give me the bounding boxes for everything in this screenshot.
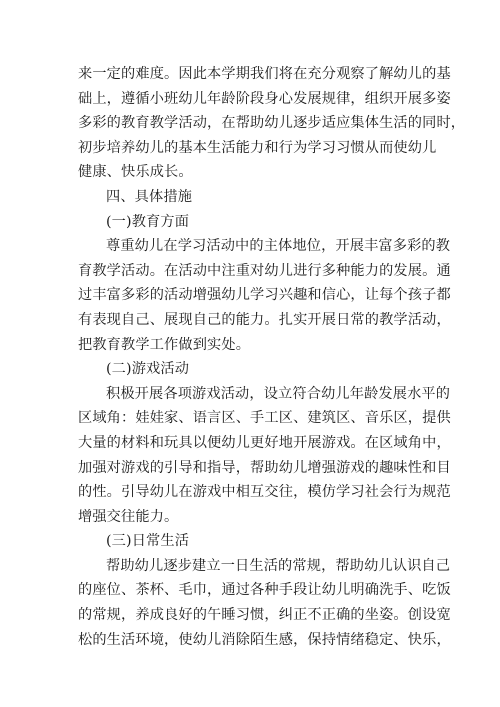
text-line: 的座位、茶杯、毛巾，通过各种手段让幼儿明确洗手、吃饭: [78, 582, 451, 599]
text-line: 来一定的难度。因此本学期我们将在充分观察了解幼儿的基: [78, 66, 451, 82]
text-line: 多彩的教育教学活动，在帮助幼儿逐步适应集体生活的同时，: [78, 115, 466, 132]
text-line: (二)游戏活动: [106, 361, 190, 378]
text-line: 过丰富多彩的活动增强幼儿学习兴趣和信心，让每个孩子都: [78, 287, 451, 304]
text-line: 础上，遵循小班幼儿年龄阶段身心发展规律，组织开展多姿: [78, 90, 451, 107]
document-page: [78, 62, 466, 652]
text-line: 有表现自己、展现自己的能力。扎实开展日常的教学活动，: [78, 311, 451, 328]
text-line: 增强交往能力。: [78, 508, 179, 525]
text-line: 尊重幼儿在学习活动中的主体地位，开展丰富多彩的教: [106, 238, 451, 255]
text-line: 帮助幼儿逐步建立一日生活的常规，帮助幼儿认识自己: [106, 557, 451, 574]
text-line: 大量的材料和玩具以便幼儿更好地开展游戏。在区域角中，: [78, 434, 451, 451]
text-line: 松的生活环境，使幼儿消除陌生感，保持情绪稳定、快乐，: [78, 631, 451, 648]
text-line: 加强对游戏的引导和指导，帮助幼儿增强游戏的趣味性和目: [78, 459, 451, 476]
text-line: (三)日常生活: [106, 533, 190, 550]
text-line: 区域角：娃娃家、语言区、手工区、建筑区、音乐区，提供: [78, 410, 451, 427]
text-line: 把教育教学工作做到实处。: [78, 336, 251, 353]
text-line: 的常规，养成良好的午睡习惯，纠正不正确的坐姿。创设宽: [78, 607, 451, 624]
text-line: 初步培养幼儿的基本生活能力和行为学习习惯从而使幼儿: [78, 139, 437, 156]
text-line: 育教学活动。在活动中注重对幼儿进行多种能力的发展。通: [78, 262, 451, 279]
text-line: 的性。引导幼儿在游戏中相互交往，模仿学习社会行为规范: [78, 484, 451, 501]
text-line: 积极开展各项游戏活动，设立符合幼儿年龄发展水平的: [106, 385, 451, 402]
text-line: 四、具体措施: [106, 188, 193, 205]
text-line: 健康、快乐成长。: [78, 164, 193, 181]
text-line: (一)教育方面: [106, 213, 190, 230]
